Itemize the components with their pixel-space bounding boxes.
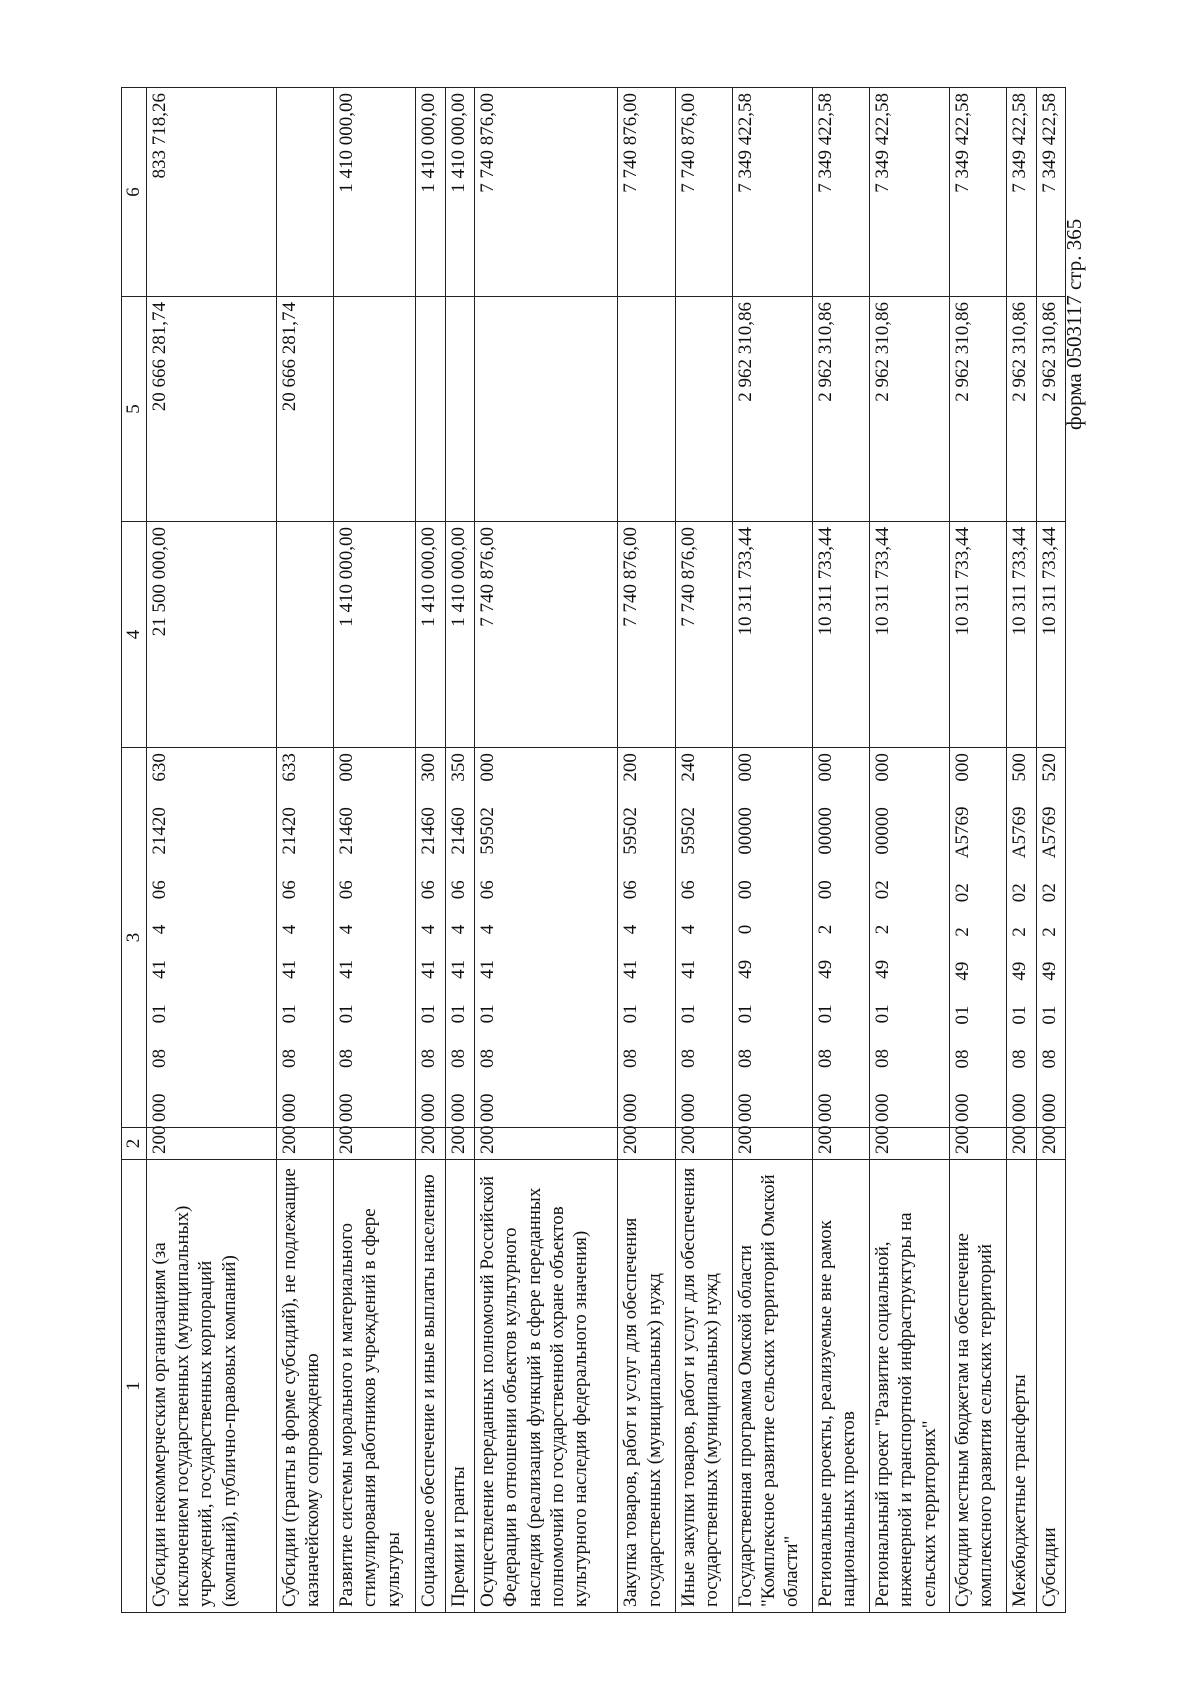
budget-code-segment: 08 (278, 1048, 300, 1068)
budget-code-segment: 00 (814, 880, 836, 900)
row-line-code: 200 (618, 1128, 675, 1160)
budget-code-segment: 000 (814, 753, 836, 782)
budget-code-segment: 200 (620, 753, 642, 782)
budget-code-segment: 08 (952, 1049, 974, 1069)
budget-code-segment: 2 (952, 927, 974, 937)
table-row (276, 88, 333, 1613)
row-unexecuted: 7 349 422,58 (1007, 88, 1037, 297)
budget-code-segment: 59502 (677, 807, 699, 855)
budget-code-segment: 4 (417, 924, 439, 935)
row-line-code: 200 (870, 1128, 950, 1160)
row-executed: 2 962 310,86 (950, 297, 1007, 522)
budget-code-segment: A5769 (1039, 806, 1061, 859)
budget-code-segment: A5769 (1009, 806, 1031, 859)
budget-code-segment: 59502 (477, 807, 499, 855)
budget-code-segment: 08 (677, 1048, 699, 1068)
rotated-page (121, 88, 1066, 1613)
budget-code-segment: 06 (620, 880, 642, 900)
budget-code-segments (335, 753, 358, 1122)
row-name: Осуществление переданных полномочий Российской Федерации в отношении объектов культурного наследия (реализация функций в сфере переданных полномочий по государственной охране объектов культурного наследия федерального значения) (475, 1160, 618, 1613)
budget-code-segment: 01 (417, 1004, 439, 1024)
table-row (1037, 88, 1066, 1613)
budget-code-segments (871, 753, 894, 1122)
budget-code-segment: 01 (447, 1004, 469, 1024)
budget-code-segment: 000 (417, 1093, 439, 1122)
row-unexecuted: 7 740 876,00 (475, 88, 618, 297)
budget-code-segment: 000 (477, 1093, 499, 1122)
column-header-2: 2 (122, 1128, 147, 1160)
row-line-code: 200 (1037, 1128, 1066, 1160)
row-executed (334, 297, 416, 522)
row-approved: 7 740 876,00 (618, 522, 675, 748)
budget-code-segment: 000 (814, 1093, 836, 1122)
budget-code-segment: 06 (417, 880, 439, 900)
row-approved: 1 410 000,00 (334, 522, 416, 748)
budget-code-segment: 000 (1039, 1093, 1061, 1122)
budget-code-segment: 21460 (447, 807, 469, 855)
budget-code-segment: 01 (620, 1004, 642, 1024)
budget-code-segment: 41 (417, 959, 439, 979)
row-approved: 10 311 733,44 (950, 522, 1007, 748)
row-line-code: 200 (675, 1128, 732, 1160)
budget-code-segment: 08 (477, 1048, 499, 1068)
row-name: Региональный проект "Развитие социальной, инженерной и транспортной инфраструктуры на сельских территориях" (870, 1160, 950, 1613)
budget-code-segment: 21460 (336, 807, 358, 855)
budget-code-segment: 4 (447, 924, 469, 935)
budget-code-segment: 01 (1009, 1005, 1031, 1025)
budget-code-segment: 00000 (735, 807, 757, 855)
budget-code-segment: 000 (872, 1093, 894, 1122)
budget-code-segment: 000 (735, 753, 757, 782)
budget-code-segment: 4 (677, 924, 699, 935)
row-name: Субсидии некоммерческим организациям (за исключением государственных (муниципальных) учреждений, государственных корпораций (компаний), публично-правовых компаний) (147, 1160, 277, 1613)
row-budget-code (733, 748, 813, 1128)
budget-code-segment: 21460 (417, 807, 439, 855)
budget-code-segment: 000 (447, 1093, 469, 1122)
budget-code-segment: 06 (677, 880, 699, 900)
budget-code-segment: 00000 (814, 807, 836, 855)
row-line-code: 200 (1007, 1128, 1037, 1160)
row-name: Иные закупки товаров, работ и услуг для обеспечения государственных (муниципальных) нужд (675, 1160, 732, 1613)
row-unexecuted: 7 740 876,00 (675, 88, 732, 297)
budget-code-segment: 633 (278, 753, 300, 782)
row-unexecuted: 7 349 422,58 (870, 88, 950, 297)
budget-code-segment: 2 (1039, 927, 1061, 937)
row-executed (475, 297, 618, 522)
budget-code-segment: 02 (952, 883, 974, 903)
budget-code-segment: 21420 (149, 807, 170, 855)
budget-code-segment: 01 (872, 1004, 894, 1024)
row-name: Субсидии местным бюджетам на обеспечение комплексного развития сельских территорий (950, 1160, 1007, 1613)
budget-code-segment: 350 (447, 753, 469, 782)
budget-code-segment: 000 (477, 753, 499, 782)
budget-code-segment: 49 (1009, 961, 1031, 981)
budget-code-segment: 01 (735, 1004, 757, 1024)
row-budget-code (147, 748, 277, 1128)
row-line-code: 200 (950, 1128, 1007, 1160)
budget-code-segment: 000 (336, 753, 358, 782)
row-line-code: 200 (147, 1128, 277, 1160)
budget-code-segment: 41 (620, 959, 642, 979)
row-unexecuted: 833 718,26 (147, 88, 277, 297)
row-line-code: 200 (733, 1128, 813, 1160)
table-row (415, 88, 445, 1613)
budget-code-segment: 08 (417, 1048, 439, 1068)
table-body (147, 88, 1066, 1613)
budget-code-segment: 01 (677, 1004, 699, 1024)
row-unexecuted: 7 349 422,58 (733, 88, 813, 297)
row-unexecuted: 7 349 422,58 (812, 88, 869, 297)
form-label: форма 0503117 стр. 365 (1062, 218, 1086, 430)
row-executed (675, 297, 732, 522)
budget-code-segment: 000 (336, 1093, 358, 1122)
budget-code-segments (447, 753, 470, 1122)
row-budget-code (675, 748, 732, 1128)
budget-code-segment: 01 (952, 1005, 974, 1025)
budget-code-segment: 630 (149, 753, 170, 782)
row-line-code: 200 (276, 1128, 333, 1160)
table-row (618, 88, 675, 1613)
budget-code-segment: 41 (278, 959, 300, 979)
row-unexecuted: 7 349 422,58 (950, 88, 1007, 297)
budget-code-segment: 000 (677, 1093, 699, 1122)
budget-code-segment: 06 (477, 880, 499, 900)
budget-code-segment: 4 (620, 924, 642, 935)
budget-code-segment: 4 (336, 924, 358, 935)
row-executed: 2 962 310,86 (1037, 297, 1066, 522)
budget-code-segments (1008, 753, 1031, 1122)
row-name: Межбюджетные трансферты (1007, 1160, 1037, 1613)
budget-code-segments (1038, 753, 1061, 1122)
budget-code-segments (476, 753, 499, 1122)
table-row (950, 88, 1007, 1613)
row-executed (415, 297, 445, 522)
budget-code-segment: 01 (278, 1004, 300, 1024)
table-row (334, 88, 416, 1613)
row-budget-code (1037, 748, 1066, 1128)
row-unexecuted: 1 410 000,00 (334, 88, 416, 297)
table-row (870, 88, 950, 1613)
budget-code-segment: 01 (149, 1004, 170, 1024)
budget-code-segments (951, 753, 974, 1122)
budget-code-segment: 01 (477, 1004, 499, 1024)
column-header-5: 5 (122, 297, 147, 522)
budget-code-segment: 4 (477, 924, 499, 935)
table-row (733, 88, 813, 1613)
budget-code-segments (619, 753, 642, 1122)
column-header-4: 4 (122, 522, 147, 748)
budget-code-segment: 06 (447, 880, 469, 900)
row-name: Государственная программа Омской области "Комплексное развитие сельских территорий Омской области" (733, 1160, 813, 1613)
row-executed: 2 962 310,86 (1007, 297, 1037, 522)
row-budget-code (618, 748, 675, 1128)
budget-code-segment: 06 (336, 880, 358, 900)
budget-code-segment: 08 (447, 1048, 469, 1068)
row-budget-code (475, 748, 618, 1128)
budget-code-segment: 01 (1039, 1005, 1061, 1025)
row-name: Развитие системы морального и материального стимулирования работников учреждений в сфере культуры (334, 1160, 416, 1613)
row-name: Премии и гранты (445, 1160, 475, 1613)
budget-code-segment: 02 (1009, 883, 1031, 903)
row-executed: 20 666 281,74 (147, 297, 277, 522)
budget-code-segment: 0 (735, 924, 757, 935)
budget-code-segment: 240 (677, 753, 699, 782)
row-name: Региональные проекты, реализуемые вне рамок национальных проектов (812, 1160, 869, 1613)
budget-code-segment: 06 (278, 880, 300, 900)
column-header-3: 3 (122, 748, 147, 1128)
budget-code-segments (734, 753, 757, 1122)
row-approved: 10 311 733,44 (870, 522, 950, 748)
budget-code-segment: 08 (336, 1048, 358, 1068)
budget-code-segment: 49 (814, 959, 836, 979)
budget-code-segment: 49 (872, 959, 894, 979)
budget-code-segment: 000 (149, 1093, 170, 1122)
row-approved: 10 311 733,44 (1007, 522, 1037, 748)
budget-code-segment: 59502 (620, 807, 642, 855)
budget-code-segment: 000 (872, 753, 894, 782)
row-approved: 10 311 733,44 (812, 522, 869, 748)
table-row (445, 88, 475, 1613)
budget-code-segment: 21420 (278, 807, 300, 855)
row-budget-code (812, 748, 869, 1128)
budget-code-segment: 2 (814, 924, 836, 935)
table-header (122, 88, 147, 1613)
row-approved: 10 311 733,44 (1037, 522, 1066, 748)
budget-table (121, 87, 1066, 1613)
row-executed (618, 297, 675, 522)
budget-code-segment: 01 (336, 1004, 358, 1024)
row-budget-code (276, 748, 333, 1128)
budget-code-segment: 49 (952, 961, 974, 981)
row-executed: 2 962 310,86 (870, 297, 950, 522)
table-row (147, 88, 277, 1613)
budget-code-segment: 08 (814, 1048, 836, 1068)
row-executed (445, 297, 475, 522)
budget-code-segment: 000 (620, 1093, 642, 1122)
budget-code-segments (677, 753, 700, 1122)
budget-code-segment: 02 (1039, 883, 1061, 903)
row-approved: 1 410 000,00 (445, 522, 475, 748)
row-budget-code (950, 748, 1007, 1128)
budget-code-segment: 2 (1009, 927, 1031, 937)
row-budget-code (1007, 748, 1037, 1128)
row-line-code: 200 (415, 1128, 445, 1160)
budget-code-segment: 08 (149, 1048, 170, 1068)
row-executed: 2 962 310,86 (812, 297, 869, 522)
row-name: Социальное обеспечение и иные выплаты населению (415, 1160, 445, 1613)
row-name: Закупка товаров, работ и услуг для обеспечения государственных (муниципальных) нужд (618, 1160, 675, 1613)
budget-code-segment: 06 (149, 880, 170, 900)
row-approved: 1 410 000,00 (415, 522, 445, 748)
budget-code-segment: 02 (872, 880, 894, 900)
budget-code-segment: 000 (278, 1093, 300, 1122)
budget-code-segment: 2 (872, 924, 894, 935)
table-row (675, 88, 732, 1613)
row-approved: 21 500 000,00 (147, 522, 277, 748)
row-budget-code (445, 748, 475, 1128)
row-line-code: 200 (334, 1128, 416, 1160)
row-budget-code (415, 748, 445, 1128)
budget-code-segment: 41 (149, 959, 170, 979)
row-unexecuted (276, 88, 333, 297)
budget-code-segment: 300 (417, 753, 439, 782)
budget-code-segments (814, 753, 837, 1122)
row-executed: 20 666 281,74 (276, 297, 333, 522)
budget-code-segment: 000 (735, 1093, 757, 1122)
row-executed: 2 962 310,86 (733, 297, 813, 522)
row-unexecuted: 7 740 876,00 (618, 88, 675, 297)
row-approved: 7 740 876,00 (675, 522, 732, 748)
row-approved: 7 740 876,00 (475, 522, 618, 748)
column-header-1: 1 (122, 1160, 147, 1613)
budget-code-segment: 08 (620, 1048, 642, 1068)
column-header-6: 6 (122, 88, 147, 297)
budget-code-segment: 08 (1009, 1049, 1031, 1069)
budget-code-segment: 08 (735, 1048, 757, 1068)
row-unexecuted: 1 410 000,00 (445, 88, 475, 297)
budget-code-segment: 41 (447, 959, 469, 979)
budget-code-segment: 500 (1009, 753, 1031, 782)
table-row (475, 88, 618, 1613)
budget-code-segments (148, 753, 171, 1122)
row-line-code: 200 (812, 1128, 869, 1160)
budget-code-segment: 00 (735, 880, 757, 900)
budget-code-segment: 49 (1039, 961, 1061, 981)
row-approved (276, 522, 333, 748)
row-name: Субсидии (гранты в форме субсидий), не подлежащие казначейскому сопровождению (276, 1160, 333, 1613)
budget-code-segment: 000 (952, 753, 974, 782)
row-budget-code (870, 748, 950, 1128)
budget-code-segment: 41 (477, 959, 499, 979)
row-unexecuted: 1 410 000,00 (415, 88, 445, 297)
budget-code-segment: 4 (149, 924, 170, 935)
budget-code-segment: 41 (677, 959, 699, 979)
row-line-code: 200 (445, 1128, 475, 1160)
row-budget-code (334, 748, 416, 1128)
row-line-code: 200 (475, 1128, 618, 1160)
budget-code-segment: A5769 (952, 806, 974, 859)
row-approved: 10 311 733,44 (733, 522, 813, 748)
budget-code-segment: 000 (952, 1093, 974, 1122)
budget-code-segment: 08 (872, 1048, 894, 1068)
table-row (1007, 88, 1037, 1613)
table-row (812, 88, 869, 1613)
budget-code-segment: 4 (278, 924, 300, 935)
row-name: Субсидии (1037, 1160, 1066, 1613)
budget-code-segment: 49 (735, 959, 757, 979)
budget-code-segment: 41 (336, 959, 358, 979)
budget-code-segment: 520 (1039, 753, 1061, 782)
budget-code-segment: 08 (1039, 1049, 1061, 1069)
budget-code-segments (417, 753, 440, 1122)
budget-code-segment: 01 (814, 1004, 836, 1024)
page-header (1062, 130, 1102, 430)
budget-code-segments (278, 753, 301, 1122)
row-unexecuted: 7 349 422,58 (1037, 88, 1066, 297)
budget-code-segment: 00000 (872, 807, 894, 855)
budget-code-segment: 000 (1009, 1093, 1031, 1122)
